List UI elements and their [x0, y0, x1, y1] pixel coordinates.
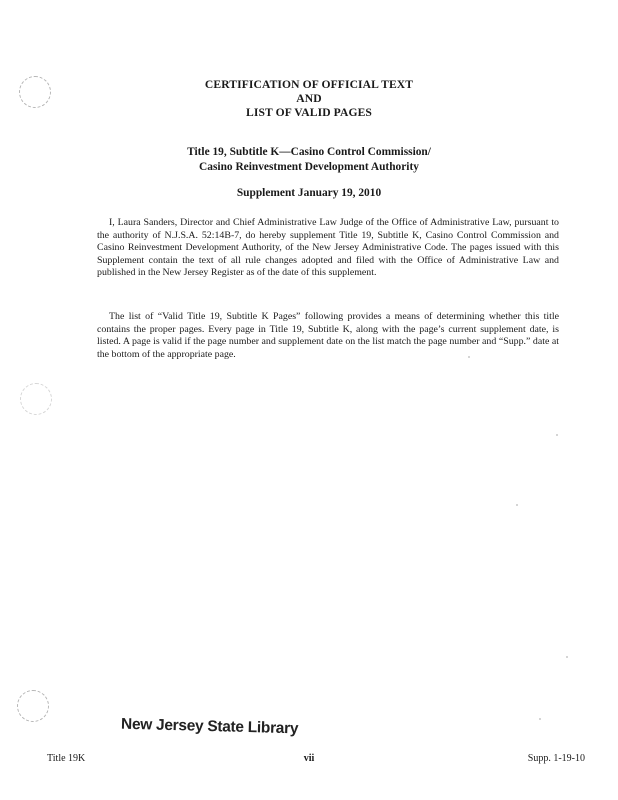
scan-speck: [566, 656, 568, 658]
certification-title: CERTIFICATION OF OFFICIAL TEXT: [204, 78, 414, 91]
footer-supplement: Supp. 1-19-10: [527, 753, 585, 764]
scan-speck: [556, 434, 558, 436]
footer-title: Title 19K: [47, 753, 86, 764]
supplement-date: Supplement January 19, 2010: [236, 187, 382, 199]
binder-hole-middle: [20, 383, 52, 415]
certification-paragraph: I, Laura Sanders, Director and Chief Administrative Law Judge of the Office of Administrative Law, pursuant to the authority of N.J.S.A. 52:14B-7, do hereby supplement Title 19, Subtitle K, Casino Control Commission and Casino Reinvestment Development Authority, of the New Jersey Administrative Code. The pages issued with this Supplement contain the text of all rule changes adopted and filed with the Office of Administrative Law and published in the New Jersey Register as of the date of this supplement.: [97, 217, 559, 278]
footer-page-number: vii: [303, 753, 315, 764]
scan-speck: [516, 504, 518, 506]
certification-title-and: AND: [296, 92, 322, 105]
binder-hole-bottom: [17, 690, 49, 722]
library-stamp: New Jersey State Library: [120, 715, 299, 738]
valid-pages-title: LIST OF VALID PAGES: [246, 106, 372, 119]
valid-pages-paragraph: The list of “Valid Title 19, Subtitle K Pages” following provides a means of determining whether this title contains the proper pages. Every page in Title 19, Subtitle K, along with the page’s current supplement date, is listed. A page is valid if the page number and supplement date on the list match the page number and “Supp.” date at the bottom of the appropriate page.: [97, 311, 559, 360]
subtitle-line-1: Title 19, Subtitle K—Casino Control Commission/: [187, 146, 431, 158]
subtitle-line-2: Casino Reinvestment Development Authority: [199, 161, 419, 173]
scan-speck: [539, 718, 541, 720]
